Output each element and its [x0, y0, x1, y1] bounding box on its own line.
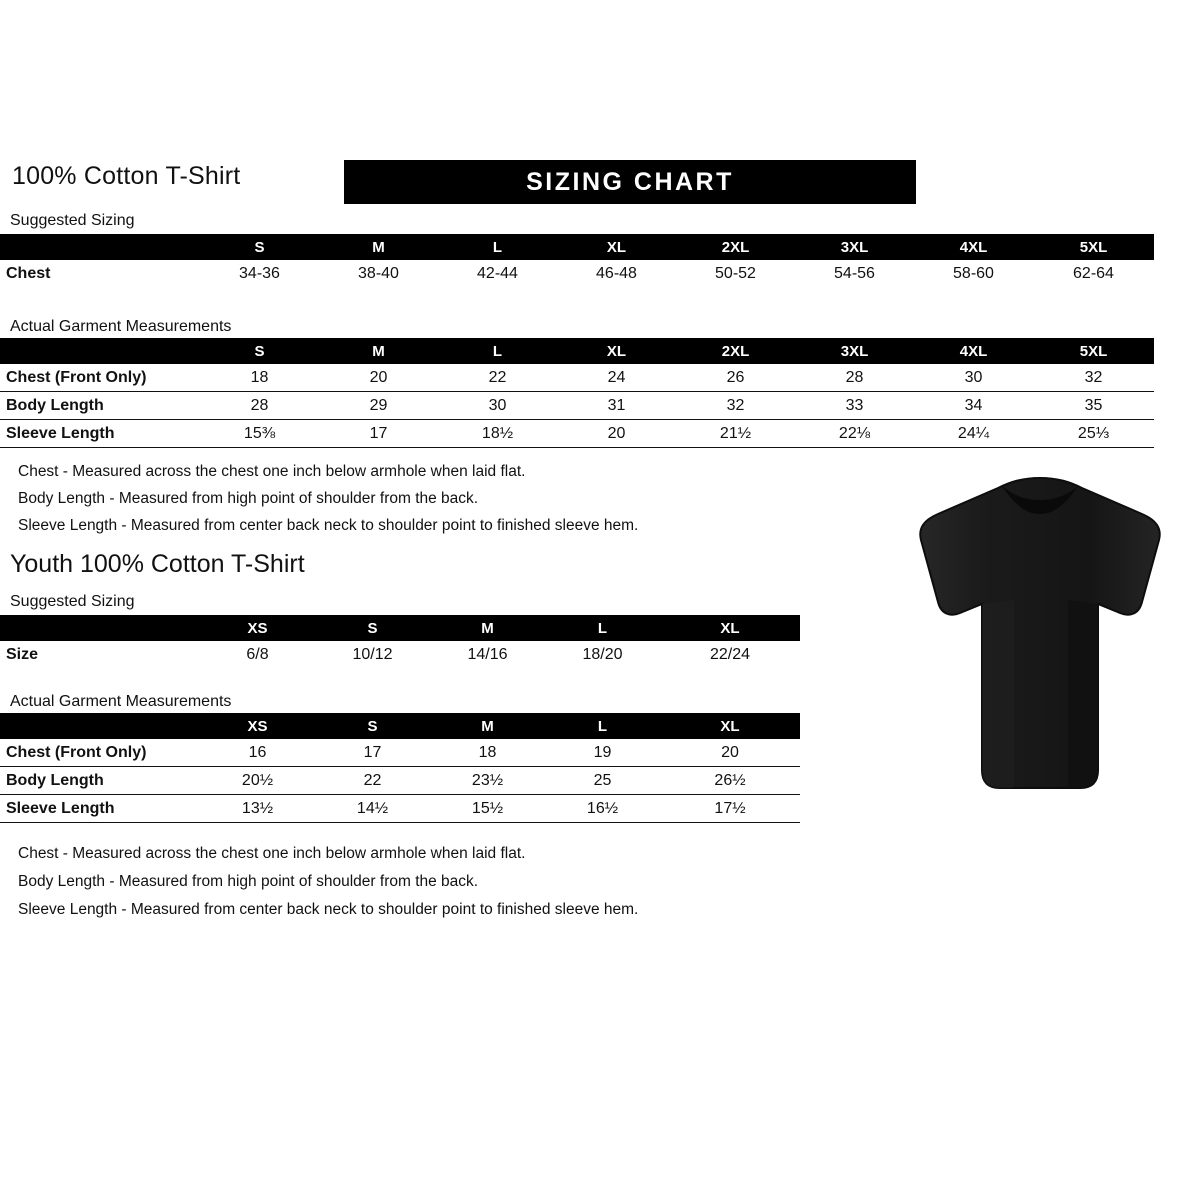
table-cell: 16½: [586, 799, 619, 817]
youth-actual-table: [0, 713, 800, 823]
table-cell: 19: [593, 743, 612, 761]
row-label: Sleeve Length: [6, 799, 115, 817]
row-label: Sleeve Length: [6, 424, 115, 442]
row-label: Body Length: [6, 771, 104, 789]
table-cell: 26½: [714, 771, 746, 789]
table-header-row: [0, 338, 1154, 364]
table-cell: 32: [726, 396, 745, 414]
header-cell: 3XL: [840, 238, 869, 256]
youth-note-sleeve-length: Sleeve Length - Measured from center back neck to shoulder point to finished sleeve hem.: [18, 901, 639, 918]
table-row: [0, 641, 800, 668]
table-cell: 26: [726, 368, 745, 386]
header-cell: 4XL: [959, 238, 988, 256]
table-cell: 54-56: [834, 264, 875, 282]
header-cell: L: [492, 342, 503, 360]
header-cell: L: [492, 238, 503, 256]
header-cell: XL: [720, 717, 740, 735]
adult-suggested-table: [0, 234, 1154, 287]
header-cell: [0, 338, 200, 364]
table-cell: 16: [248, 743, 267, 761]
row-label: Body Length: [6, 396, 104, 414]
table-cell: 15⅜: [243, 424, 276, 442]
header-cell: 5XL: [1079, 342, 1108, 360]
table-cell: 18½: [481, 424, 514, 442]
youth-suggested-label: Suggested Sizing: [10, 593, 135, 610]
table-cell: 24¼: [957, 424, 990, 442]
table-row: [0, 767, 800, 794]
table-cell: 28: [845, 368, 864, 386]
table-cell: 30: [488, 396, 507, 414]
adult-note-body-length: Body Length - Measured from high point of shoulder from the back.: [18, 490, 479, 507]
header-cell: 3XL: [840, 342, 869, 360]
table-cell: 20½: [241, 771, 274, 789]
youth-section-title: Youth 100% Cotton T-Shirt: [10, 550, 305, 578]
table-cell: 21½: [719, 424, 752, 442]
table-row: [0, 260, 1154, 287]
header-cell: [0, 615, 200, 641]
table-cell: 22/24: [709, 645, 751, 663]
table-cell: 20: [721, 743, 739, 761]
title-row: [12, 160, 912, 202]
header-cell: S: [254, 342, 265, 360]
table-cell: 18/20: [582, 645, 623, 663]
row-label: Chest (Front Only): [6, 368, 147, 386]
table-cell: 33: [845, 396, 864, 414]
table-rule: [0, 447, 1154, 448]
youth-suggested-table: [0, 615, 800, 668]
header-cell: M: [481, 717, 494, 735]
table-cell: 31: [607, 396, 626, 414]
table-cell: 32: [1084, 368, 1103, 386]
header-cell: 5XL: [1079, 238, 1108, 256]
table-row: [0, 420, 1154, 447]
table-cell: 46-48: [596, 264, 637, 282]
table-cell: 50-52: [715, 264, 756, 282]
table-cell: 17: [363, 743, 382, 761]
header-cell: XS: [247, 717, 268, 735]
table-cell: 14/16: [467, 645, 508, 663]
table-cell: 34-36: [239, 264, 280, 282]
header-cell: XL: [606, 342, 627, 360]
table-cell: 62-64: [1073, 264, 1114, 282]
table-cell: 30: [964, 368, 983, 386]
table-cell: 20: [607, 424, 626, 442]
table-cell: 35: [1084, 396, 1103, 414]
table-header-row: [0, 615, 800, 641]
table-cell: 18: [478, 743, 497, 761]
header-cell: M: [372, 342, 385, 360]
adult-actual-label: Actual Garment Measurements: [10, 318, 232, 335]
row-label: Size: [6, 645, 39, 663]
table-header-row: [0, 713, 800, 739]
table-cell: 58-60: [953, 264, 994, 282]
table-cell: 29: [369, 396, 388, 414]
adult-note-sleeve-length: Sleeve Length - Measured from center back neck to shoulder point to finished sleeve hem.: [18, 517, 639, 534]
header-cell: XS: [247, 619, 268, 637]
header-cell: L: [597, 619, 608, 637]
table-cell: 22⅛: [838, 424, 871, 442]
header-cell: M: [372, 238, 385, 256]
header-cell: XL: [720, 619, 740, 637]
table-cell: 24: [607, 368, 626, 386]
table-cell: 17: [369, 424, 388, 442]
table-cell: 25: [593, 771, 612, 789]
header-cell: S: [367, 717, 378, 735]
table-row: [0, 739, 800, 766]
row-label: Chest: [6, 264, 51, 282]
table-cell: 23½: [471, 771, 504, 789]
header-cell: L: [597, 717, 608, 735]
header-cell: 2XL: [721, 342, 750, 360]
adult-actual-table: [0, 338, 1154, 448]
header-cell: XL: [606, 238, 627, 256]
youth-note-chest: Chest - Measured across the chest one inch below armhole when laid flat.: [18, 845, 526, 862]
header-cell: S: [367, 619, 378, 637]
table-rule: [0, 822, 800, 823]
table-cell: 25⅓: [1077, 424, 1110, 442]
table-cell: 42-44: [477, 264, 518, 282]
table-cell: 6/8: [246, 645, 269, 663]
table-cell: 18: [250, 368, 269, 386]
table-cell: 28: [250, 396, 269, 414]
page-title: 100% Cotton T-Shirt: [12, 162, 241, 190]
table-cell: 13½: [241, 799, 274, 817]
header-cell: [0, 713, 200, 739]
table-cell: 34: [964, 396, 983, 414]
header-cell: 4XL: [959, 342, 988, 360]
table-cell: 15½: [471, 799, 504, 817]
table-cell: 10/12: [352, 645, 393, 663]
sizing-chart-banner: [344, 160, 916, 204]
row-label: Chest (Front Only): [6, 743, 147, 761]
table-cell: 20: [369, 368, 388, 386]
table-cell: 14½: [356, 799, 389, 817]
table-header-row: [0, 234, 1154, 260]
tshirt-icon: [890, 470, 1190, 820]
header-cell: [0, 234, 200, 260]
sizing-chart-banner-label: SIZING CHART: [526, 168, 734, 196]
tshirt-illustration: [890, 470, 1190, 820]
table-row: [0, 795, 800, 822]
table-cell: 17½: [714, 799, 746, 817]
adult-suggested-label: Suggested Sizing: [10, 212, 135, 229]
header-cell: 2XL: [721, 238, 750, 256]
header-cell: S: [254, 238, 265, 256]
adult-note-chest: Chest - Measured across the chest one inch below armhole when laid flat.: [18, 463, 526, 480]
table-row: [0, 364, 1154, 391]
table-cell: 22: [488, 368, 507, 386]
youth-note-body-length: Body Length - Measured from high point of shoulder from the back.: [18, 873, 479, 890]
table-row: [0, 392, 1154, 419]
table-cell: 22: [363, 771, 382, 789]
table-cell: 38-40: [358, 264, 399, 282]
header-cell: M: [481, 619, 494, 637]
youth-actual-label: Actual Garment Measurements: [10, 693, 232, 710]
